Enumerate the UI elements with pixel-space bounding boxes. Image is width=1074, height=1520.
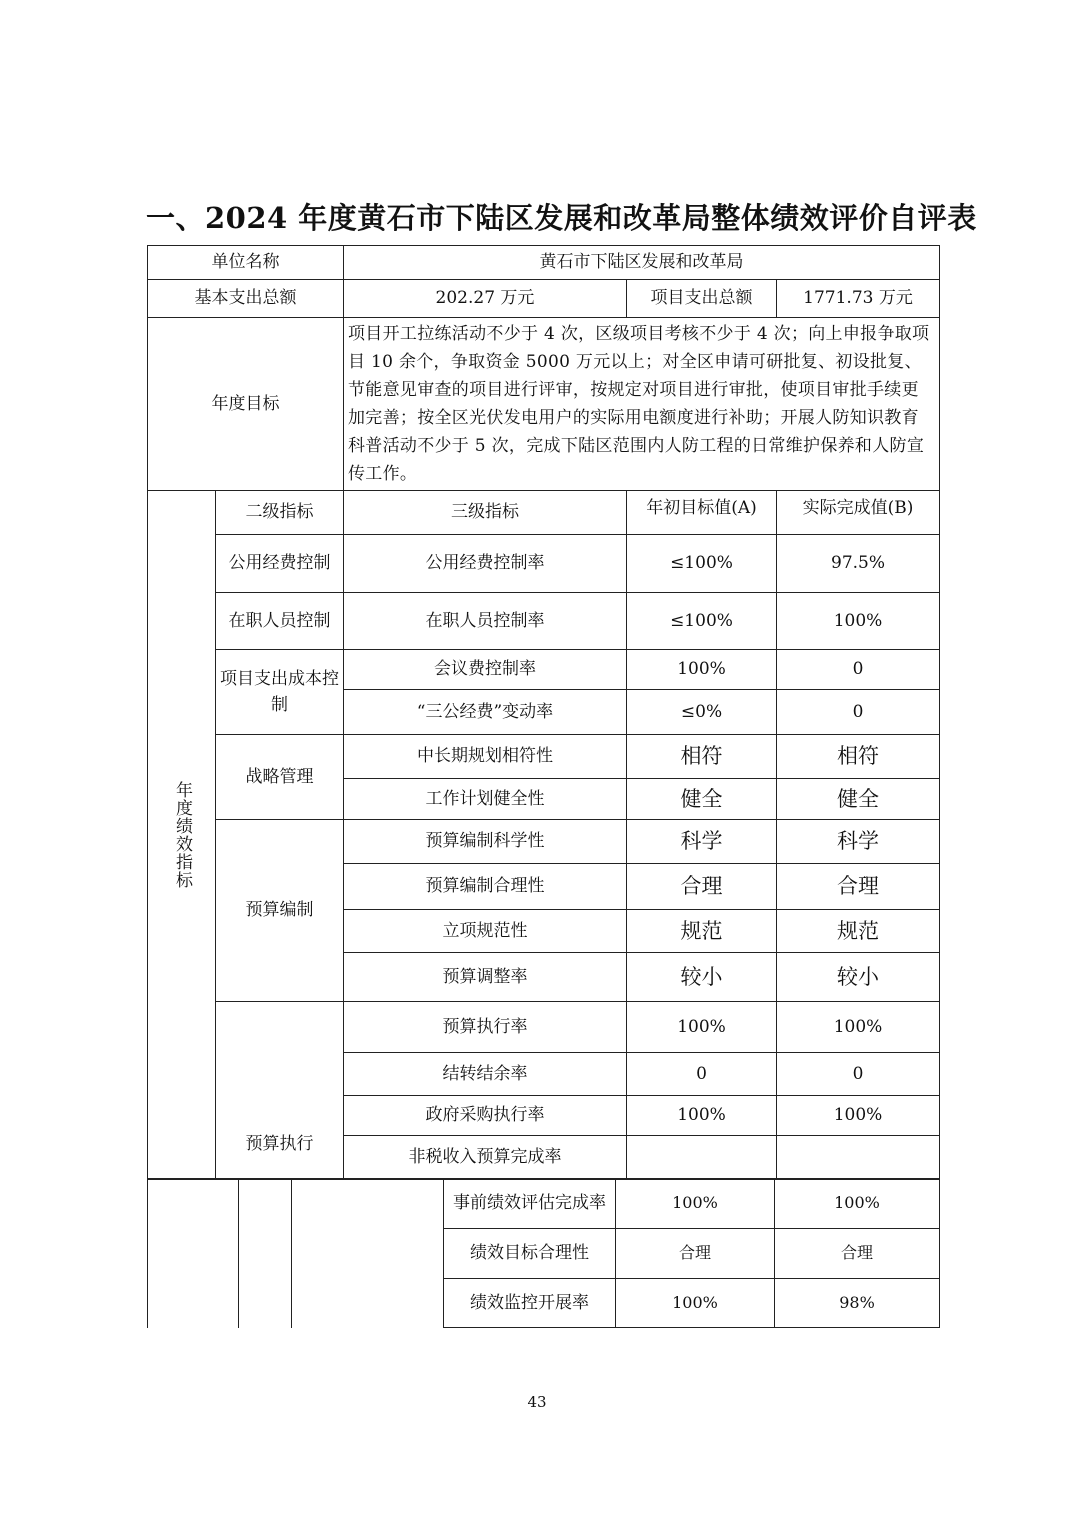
project-expenditure-label: 项目支出总额 (627, 280, 777, 318)
indicator-name: 非税收入预算完成率 (344, 1136, 627, 1180)
basic-expenditure-value: 202.27 万元 (344, 280, 627, 318)
actual-value: 100% (777, 593, 940, 650)
actual-value: 较小 (777, 953, 940, 1002)
page-number: 43 (527, 1393, 547, 1411)
blank-cell (292, 1279, 444, 1328)
actual-value: 合理 (775, 1229, 940, 1279)
actual-value: 合理 (777, 864, 940, 910)
header-actual: 实际完成值(B) (777, 491, 940, 535)
indicator-name: 会议费控制率 (344, 650, 627, 690)
blank-cell (239, 1279, 292, 1328)
table-row (148, 1002, 940, 1053)
indicator-name: 中长期规划相符性 (344, 735, 627, 779)
target-value: 合理 (627, 864, 777, 910)
indicator-name: 政府采购执行率 (344, 1096, 627, 1136)
indicator-name: “三公经费”变动率 (344, 690, 627, 735)
blank-cell (148, 1229, 239, 1279)
expenditure-row (148, 280, 940, 318)
actual-value: 健全 (777, 779, 940, 820)
header-level2: 二级指标 (216, 491, 344, 535)
group-name: 预算执行 (216, 1002, 344, 1180)
section-label: 年度绩效指标 (172, 781, 192, 889)
evaluation-table (147, 245, 940, 1180)
actual-value: 科学 (777, 820, 940, 864)
target-value (627, 1136, 777, 1180)
indicator-name: 在职人员控制率 (344, 593, 627, 650)
target-value: 科学 (627, 820, 777, 864)
blank-cell (148, 1179, 239, 1229)
table-row (148, 1179, 940, 1229)
actual-value: 0 (777, 690, 940, 735)
indicator-name: 结转结余率 (344, 1053, 627, 1096)
page-title: 一、2024 年度黄石市下陆区发展和改革局整体绩效评价自评表 (146, 201, 977, 235)
blank-cell (239, 1229, 292, 1279)
indicator-name: 立项规范性 (344, 910, 627, 953)
table-row (148, 535, 940, 593)
section-label-cell (148, 491, 216, 1180)
table-row (148, 1279, 940, 1328)
annual-goal-label: 年度目标 (148, 318, 344, 491)
basic-expenditure-label: 基本支出总额 (148, 280, 344, 318)
target-value: 100% (627, 1002, 777, 1053)
indicator-name: 公用经费控制率 (344, 535, 627, 593)
target-value: 合理 (616, 1229, 775, 1279)
target-value: 健全 (627, 779, 777, 820)
unit-label: 单位名称 (148, 246, 344, 280)
actual-value: 0 (777, 1053, 940, 1096)
header-target: 年初目标值(A) (627, 491, 777, 535)
target-value: 100% (627, 650, 777, 690)
blank-cell (148, 1279, 239, 1328)
table-row (148, 820, 940, 864)
actual-value: 98% (775, 1279, 940, 1328)
actual-value: 100% (777, 1096, 940, 1136)
indicator-name: 工作计划健全性 (344, 779, 627, 820)
target-value: ≤0% (627, 690, 777, 735)
target-value: 较小 (627, 953, 777, 1002)
unit-value: 黄石市下陆区发展和改革局 (344, 246, 940, 280)
indicator-name: 预算调整率 (344, 953, 627, 1002)
indicator-name: 预算编制合理性 (344, 864, 627, 910)
table-row (148, 1229, 940, 1279)
indicator-name: 绩效监控开展率 (444, 1279, 616, 1328)
group-name: 公用经费控制 (216, 535, 344, 593)
group-name: 在职人员控制 (216, 593, 344, 650)
group-name: 预算编制 (216, 820, 344, 1002)
annual-goal-text: 项目开工拉练活动不少于 4 次，区级项目考核不少于 4 次；向上申报争取项目 10 余个，争取资金 5000 万元以上；对全区申请可研批复、初设批复、节能意见审查的项目进行评审，按规定对项目进行审批，使项目审批手续更加完善；按全区光伏发电用户的实际用电额度进行补助；开展人防知识教育科普活动不少于 5 次，完成下陆区范围内人防工程的日常维护保养和人防宣传工作。 (344, 318, 940, 491)
unit-row (148, 246, 940, 280)
target-value: 100% (616, 1279, 775, 1328)
target-value: ≤100% (627, 535, 777, 593)
actual-value: 相符 (777, 735, 940, 779)
target-value: 规范 (627, 910, 777, 953)
continuation-table (147, 1178, 940, 1328)
actual-value: 100% (775, 1179, 940, 1229)
indicator-name: 绩效目标合理性 (444, 1229, 616, 1279)
indicator-name: 事前绩效评估完成率 (444, 1179, 616, 1229)
table-row (148, 650, 940, 690)
actual-value: 0 (777, 650, 940, 690)
target-value: ≤100% (627, 593, 777, 650)
target-value: 相符 (627, 735, 777, 779)
indicator-header-row (148, 491, 940, 535)
blank-cell (239, 1179, 292, 1229)
actual-value: 100% (777, 1002, 940, 1053)
target-value: 100% (616, 1179, 775, 1229)
actual-value: 97.5% (777, 535, 940, 593)
actual-value (777, 1136, 940, 1180)
header-level3: 三级指标 (344, 491, 627, 535)
group-name: 战略管理 (216, 735, 344, 820)
blank-cell (292, 1229, 444, 1279)
target-value: 100% (627, 1096, 777, 1136)
table-row (148, 593, 940, 650)
indicator-name: 预算执行率 (344, 1002, 627, 1053)
blank-cell (292, 1179, 444, 1229)
group-name: 项目支出成本控制 (216, 650, 344, 735)
table-row (148, 735, 940, 779)
actual-value: 规范 (777, 910, 940, 953)
target-value: 0 (627, 1053, 777, 1096)
project-expenditure-value: 1771.73 万元 (777, 280, 940, 318)
annual-goal-row (148, 318, 940, 491)
indicator-name: 预算编制科学性 (344, 820, 627, 864)
